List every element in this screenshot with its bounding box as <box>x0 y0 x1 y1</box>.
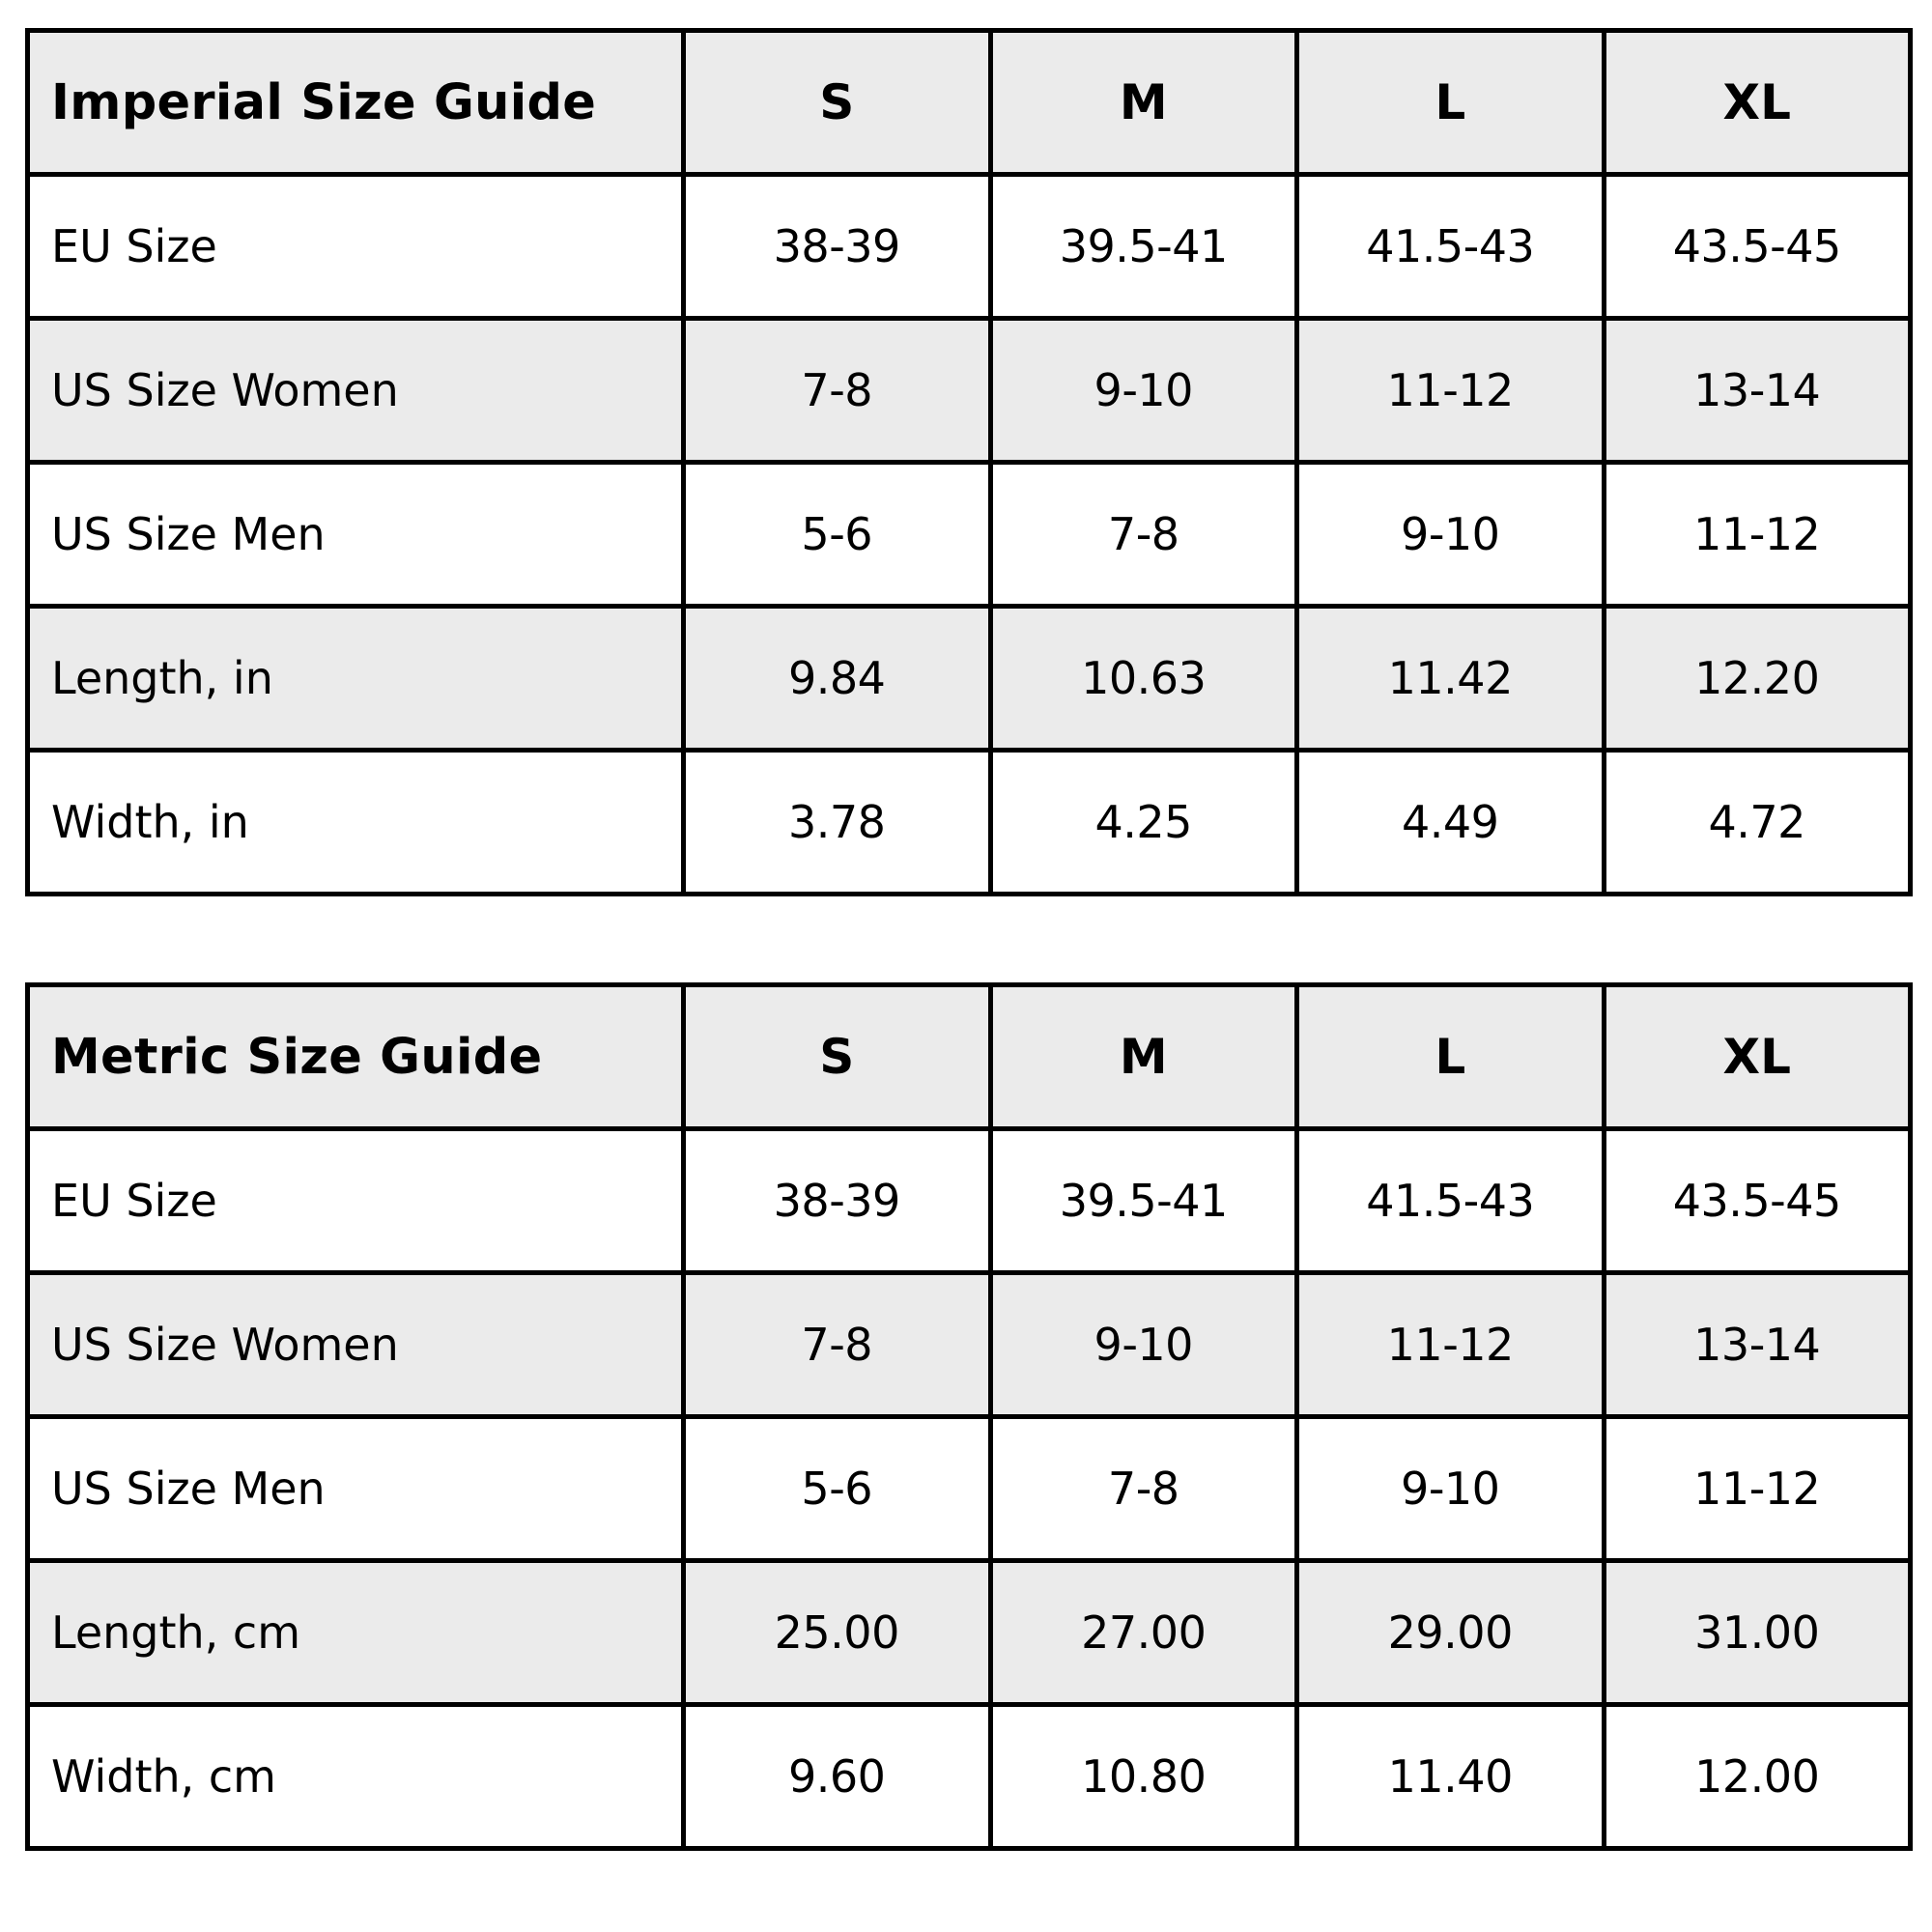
table-cell: 38-39 <box>684 175 991 319</box>
table-cell: 41.5-43 <box>1297 175 1605 319</box>
table-cell: 7-8 <box>990 463 1297 607</box>
table-cell: 25.00 <box>684 1561 991 1705</box>
row-label: EU Size <box>28 175 684 319</box>
metric-size-table <box>25 982 1913 1851</box>
table-cell: 7-8 <box>990 1417 1297 1561</box>
imperial-size-header-s: S <box>684 31 991 175</box>
table-cell: 31.00 <box>1604 1561 1911 1705</box>
imperial-table-title: Imperial Size Guide <box>28 31 684 175</box>
table-cell: 11.40 <box>1297 1705 1605 1849</box>
metric-row-width <box>28 1705 1911 1849</box>
table-cell: 11.42 <box>1297 607 1605 751</box>
metric-row-us-size-women <box>28 1273 1911 1417</box>
imperial-row-length <box>28 607 1911 751</box>
table-cell: 11-12 <box>1604 463 1911 607</box>
metric-row-eu-size <box>28 1129 1911 1273</box>
metric-size-header-l: L <box>1297 985 1605 1129</box>
imperial-size-header-l: L <box>1297 31 1605 175</box>
table-cell: 9-10 <box>1297 1417 1605 1561</box>
table-cell: 5-6 <box>684 1417 991 1561</box>
metric-row-us-size-men <box>28 1417 1911 1561</box>
row-label: Width, in <box>28 751 684 895</box>
row-label: Length, in <box>28 607 684 751</box>
table-cell: 5-6 <box>684 463 991 607</box>
table-cell: 10.63 <box>990 607 1297 751</box>
table-cell: 7-8 <box>684 319 991 463</box>
row-label: US Size Men <box>28 463 684 607</box>
metric-row-length <box>28 1561 1911 1705</box>
table-cell: 11-12 <box>1604 1417 1911 1561</box>
row-label: US Size Women <box>28 319 684 463</box>
imperial-header-row <box>28 31 1911 175</box>
table-cell: 39.5-41 <box>990 175 1297 319</box>
table-cell: 9-10 <box>990 1273 1297 1417</box>
metric-size-header-xl: XL <box>1604 985 1911 1129</box>
table-cell: 4.25 <box>990 751 1297 895</box>
table-cell: 43.5-45 <box>1604 1129 1911 1273</box>
imperial-row-us-size-women <box>28 319 1911 463</box>
table-cell: 13-14 <box>1604 319 1911 463</box>
table-cell: 11-12 <box>1297 319 1605 463</box>
imperial-size-header-m: M <box>990 31 1297 175</box>
table-cell: 10.80 <box>990 1705 1297 1849</box>
table-cell: 9.60 <box>684 1705 991 1849</box>
row-label: US Size Men <box>28 1417 684 1561</box>
table-cell: 9-10 <box>990 319 1297 463</box>
table-cell: 9-10 <box>1297 463 1605 607</box>
table-cell: 39.5-41 <box>990 1129 1297 1273</box>
table-cell: 9.84 <box>684 607 991 751</box>
row-label: US Size Women <box>28 1273 684 1417</box>
imperial-row-us-size-men <box>28 463 1911 607</box>
row-label: EU Size <box>28 1129 684 1273</box>
table-cell: 13-14 <box>1604 1273 1911 1417</box>
row-label: Width, cm <box>28 1705 684 1849</box>
table-cell: 4.49 <box>1297 751 1605 895</box>
table-cell: 43.5-45 <box>1604 175 1911 319</box>
table-cell: 27.00 <box>990 1561 1297 1705</box>
table-cell: 3.78 <box>684 751 991 895</box>
table-cell: 12.00 <box>1604 1705 1911 1849</box>
table-cell: 29.00 <box>1297 1561 1605 1705</box>
table-cell: 4.72 <box>1604 751 1911 895</box>
imperial-size-table <box>25 28 1913 896</box>
row-label: Length, cm <box>28 1561 684 1705</box>
table-cell: 11-12 <box>1297 1273 1605 1417</box>
imperial-row-eu-size <box>28 175 1911 319</box>
table-cell: 38-39 <box>684 1129 991 1273</box>
metric-size-header-m: M <box>990 985 1297 1129</box>
imperial-row-width <box>28 751 1911 895</box>
metric-size-header-s: S <box>684 985 991 1129</box>
table-cell: 41.5-43 <box>1297 1129 1605 1273</box>
imperial-size-header-xl: XL <box>1604 31 1911 175</box>
table-cell: 12.20 <box>1604 607 1911 751</box>
table-cell: 7-8 <box>684 1273 991 1417</box>
metric-header-row <box>28 985 1911 1129</box>
metric-table-title: Metric Size Guide <box>28 985 684 1129</box>
